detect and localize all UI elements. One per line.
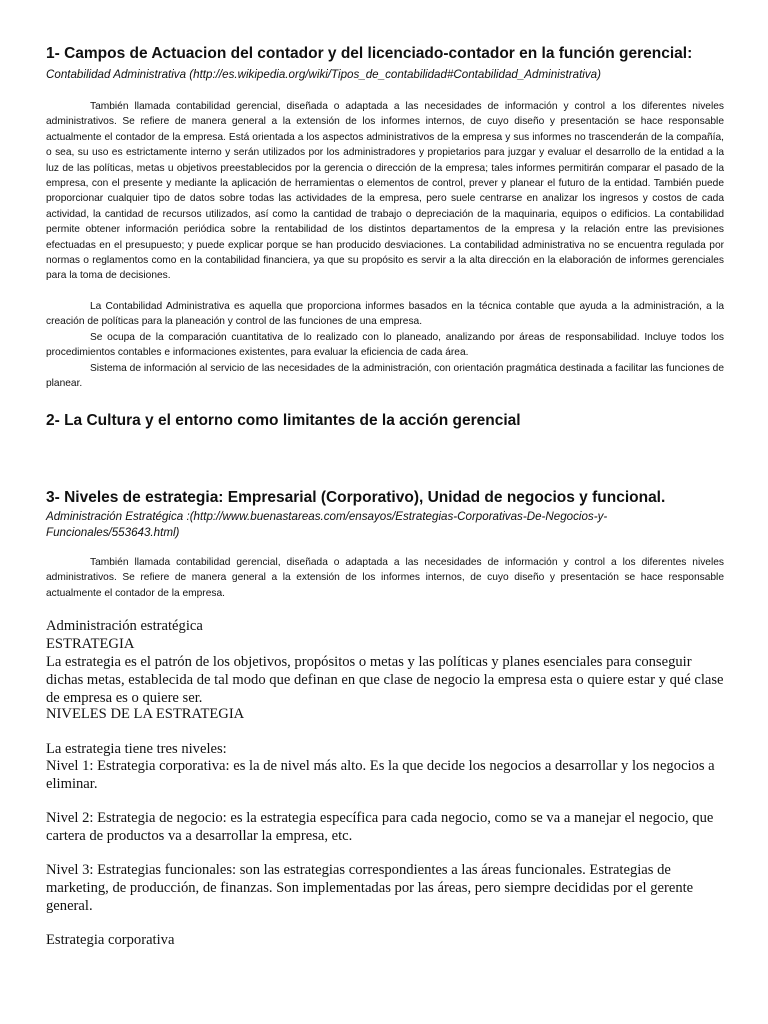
section3-paragraph: También llamada contabilidad gerencial, diseñada o adaptada a las necesidades de información y control a los diferentes niveles administrativos. Se refiere de manera general a la extensión de los informes internos, de cuyo diseño y presentación se hace responsable actualmente el contador de la empresa.	[46, 557, 724, 599]
section3-levels-intro: La estrategia tiene tres niveles:	[46, 741, 227, 757]
section1-heading: 1- Campos de Actuacion del contador y del licenciado-contador en la función gerencial:	[46, 45, 693, 62]
section3-title-estrategia: ESTRATEGIA	[46, 636, 135, 652]
section3-definition: La estrategia es el patrón de los objetivos, propósitos o metas y las políticas y planes esenciales para conseguir dichas metas, establecida de tal modo que definan en que clase de negocio la empresa esta o quiere estar y qué clase de empresa es o quiere ser.	[46, 654, 724, 706]
section1-paragraph-3: Se ocupa de la comparación cuantitativa de lo realizado con lo planeado, analizando por áreas de responsabilidad. Incluye todos los procedimientos contables e informaciones existentes, para evaluar la eficiencia de cada área.	[46, 332, 724, 359]
section2-heading: 2- La Cultura y el entorno como limitantes de la acción gerencial	[46, 412, 521, 429]
section3-level-3: Nivel 3: Estrategias funcionales: son las estrategias correspondientes a las áreas funcionales. Estrategias de marketing, de producción, de finanzas. Son implementadas por las áreas, pero siempre decididas por el gerente general.	[46, 862, 694, 914]
section1-paragraph-1: También llamada contabilidad gerencial, diseñada o adaptada a las necesidades de información y control a los diferentes niveles administrativos. Se refiere de manera general a la extensión de los informes internos, de cuyo diseño y presentación se hace responsable actualmente el contador de la empresa. Está orientada a los aspectos administrativos de la empresa y sus informes no trascenderán de la compañía, o sea, su uso es estrictamente interno y serán utilizados por los administradores y propietarios para juzgar y evaluar el desarrollo de la entidad a la luz de las políticas, metas u objetivos preestablecidos por la gerencia o dirección de la empresa; tales informes permitirán comparar el pasado de la empresa, con el presente y mediante la aplicación de herramientas o elementos de control, prever y planear el futuro de la entidad. También puede proporcionar cualquier tipo de datos sobre todas las actividades de la empresa, pero suele centrarse en analizar los ingresos y costos de cada actividad, la cantidad de recursos utilizados, así como la cantidad de trabajo o depreciación de la maquinaria, equipos o edificios. La contabilidad permite obtener información periódica sobre la rentabilidad de los distintos departamentos de la empresa y la relación entre las previsiones efectuadas en el presupuesto; y puede explicar porque se han producido desviaciones. La contabilidad administrativa no se encuentra regulada por normas o reglamentos como en la contabilidad financiera, ya que su propósito es servir a la alta dirección en la elaboración de informes gerenciales para la toma de decisiones.	[46, 101, 724, 282]
section1-paragraph-2: La Contabilidad Administrativa es aquella que proporciona informes basados en la técnica contable que ayuda a la administración, a la creación de políticas para la planeación y control de las funciones de una empresa.	[46, 301, 724, 328]
section3-heading: 3- Niveles de estrategia: Empresarial (Corporativo), Unidad de negocios y funcional.	[46, 489, 666, 506]
section3-closing-heading: Estrategia corporativa	[46, 932, 175, 948]
section3-level-2: Nivel 2: Estrategia de negocio: es la estrategia específica para cada negocio, como se va a manejar el negocio, que cartera de productos va a desarrollar la empresa, etc.	[46, 810, 714, 844]
section1-source-link[interactable]: Contabilidad Administrativa (http://es.wikipedia.org/wiki/Tipos_de_contabilidad#Contabilidad_Administrativa)	[46, 68, 601, 81]
section3-levels-title: NIVELES DE LA ESTRATEGIA	[46, 706, 245, 722]
section3-title-admin: Administración estratégica	[46, 618, 203, 634]
section3-level-1: Nivel 1: Estrategia corporativa: es la de nivel más alto. Es la que decide los negocios a desarrollar y los negocios a eliminar.	[46, 758, 715, 792]
section1-paragraph-4: Sistema de información al servicio de las necesidades de la administración, con orientación pragmática destinada a facilitar las funciones de planear.	[46, 363, 724, 390]
section3-source-link[interactable]: Administración Estratégica :(http://www.buenastareas.com/ensayos/Estrategias-Corporativas-De-Negocios-y-Funcionales/553643.html)	[46, 510, 608, 539]
